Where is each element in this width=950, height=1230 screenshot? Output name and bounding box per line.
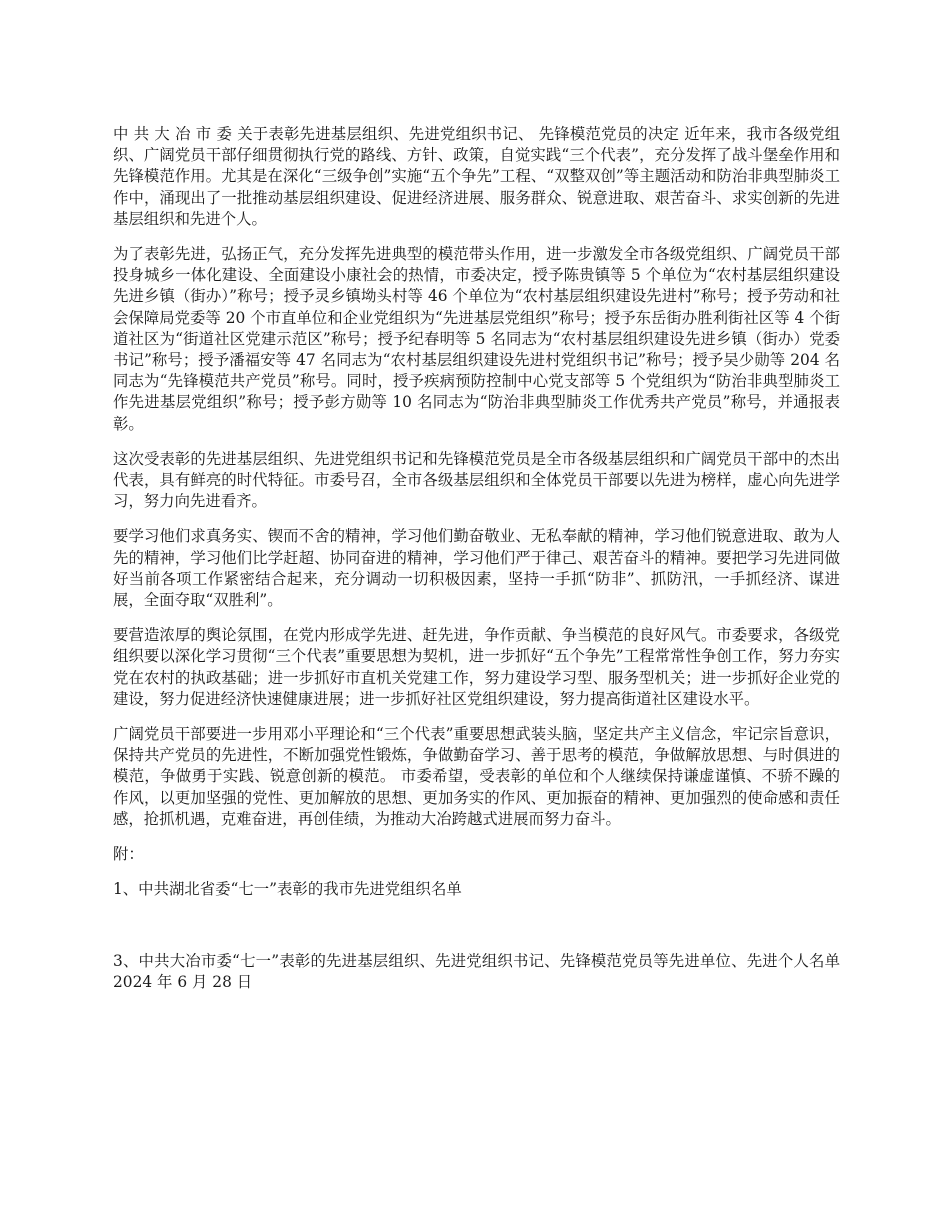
attachment-item-3: 3、中共大冶市委“七一”表彰的先进基层组织、先进党组织书记、先锋模范党员等先进单位、先进个人名单 2024 年 6 月 28 日 — [113, 951, 840, 991]
document-body — [113, 124, 840, 1007]
attachment-item-1: 1、中共湖北省委“七一”表彰的我市先进党组织名单 — [113, 880, 462, 899]
paragraph-intro: 中 共 大 冶 市 委 关于表彰先进基层组织、先进党组织书记、 先锋模范党员的决定 近年来，我市各级党组织、广阔党员干部仔细贯彻执行党的路线、方针、政策，自觉实践“三个代表”，充分发挥了战斗堡垒作用和先锋模范作用。尤其是在深化“三级争创”实施“五个争先”工程、“双整双创”等主题活动和防治非典型肺炎工作中，涌现出了一批推动基层组织建设、促进经济进展、服务群众、锐意进取、艰苦奋斗、求实创新的先进基层组织和先进个人。 — [113, 125, 840, 228]
paragraph-awards: 为了表彰先进，弘扬正气，充分发挥先进典型的模范带头作用，进一步激发全市各级党组织、广阔党员干部投身城乡一体化建设、全面建设小康社会的热情，市委决定，授予陈贵镇等 5 个单位为“农村基层组织建设先进乡镇（街办）”称号；授予灵乡镇坳头村等 46 个单位为“农村基层组织建设先进村”称号；授予劳动和社会保障局党委等 20 个市直单位和企业党组织为“先进基层党组织”称号；授予东岳街办胜利街社区等 4 个街道社区为“街道社区党建示范区”称号；授予纪春明等 5 名同志为“农村基层组织建设先进乡镇（街办）党委书记”称号；授予潘福安等 47 名同志为“农村基层组织建设先进村党组织书记”称号；授予吴少勋等 204 名同志为“先锋模范共产党员”称号。同时，授予疾病预防控制中心党支部等 5 个党组织为“防治非典型肺炎工作先进基层党组织”称号；授予彭方勋等 10 名同志为“防治非典型肺炎工作优秀共产党员”称号，并通报表彰。 — [113, 245, 840, 433]
paragraph-learn: 要学习他们求真务实、锲而不舍的精神，学习他们勤奋敬业、无私奉献的精神，学习他们锐意进取、敢为人先的精神，学习他们比学赶超、协同奋进的精神，学习他们严于律己、艰苦奋斗的精神。要把学习先进同做好当前各项工作紧密结合起来，充分调动一切积极因素，坚持一手抓“防非”、抓防汛，一手抓经济、谋进展，全面夺取“双胜利”。 — [113, 527, 840, 610]
blank-gap — [113, 915, 840, 951]
paragraph-hope: 广阔党员干部要进一步用邓小平理论和“三个代表”重要思想武装头脑，坚定共产主义信念，牢记宗旨意识，保持共产党员的先进性，不断加强党性锻炼，争做勤奋学习、善于思考的模范，争做解放思想、与时俱进的模范，争做勇于实践、锐意创新的模范。 市委希望，受表彰的单位和个人继续保持谦虚谨慎、不骄不躁的作风，以更加坚强的党性、更加解放的思想、更加务实的作风、更加振奋的精神、更加强烈的使命感和责任感，抢抓机遇，克难奋进，再创佳绩，为推动大冶跨越式进展而努力奋斗。 — [113, 725, 840, 828]
attachment-label: 附： — [113, 845, 144, 864]
paragraph-atmosphere: 要营造浓厚的舆论氛围，在党内形成学先进、赶先进，争作贡献、争当模范的良好风气。市委要求，各级党组织要以深化学习贯彻“三个代表”重要思想为契机，进一步抓好“五个争先”工程常常性争创工作，努力夯实党在农村的执政基础；进一步抓好市直机关党建工作，努力建设学习型、服务型机关；进一步抓好企业党的建设，努力促进经济快速健康进展；进一步抓好社区党组织建设，努力提高街道社区建设水平。 — [113, 626, 840, 708]
paragraph-call: 这次受表彰的先进基层组织、先进党组织书记和先锋模范党员是全市各级基层组织和广阔党员干部中的杰出代表，具有鲜亮的时代特征。市委号召，全市各级基层组织和全体党员干部要以先进为榜样，虚心向先进学习，努力向先进看齐。 — [113, 449, 840, 511]
